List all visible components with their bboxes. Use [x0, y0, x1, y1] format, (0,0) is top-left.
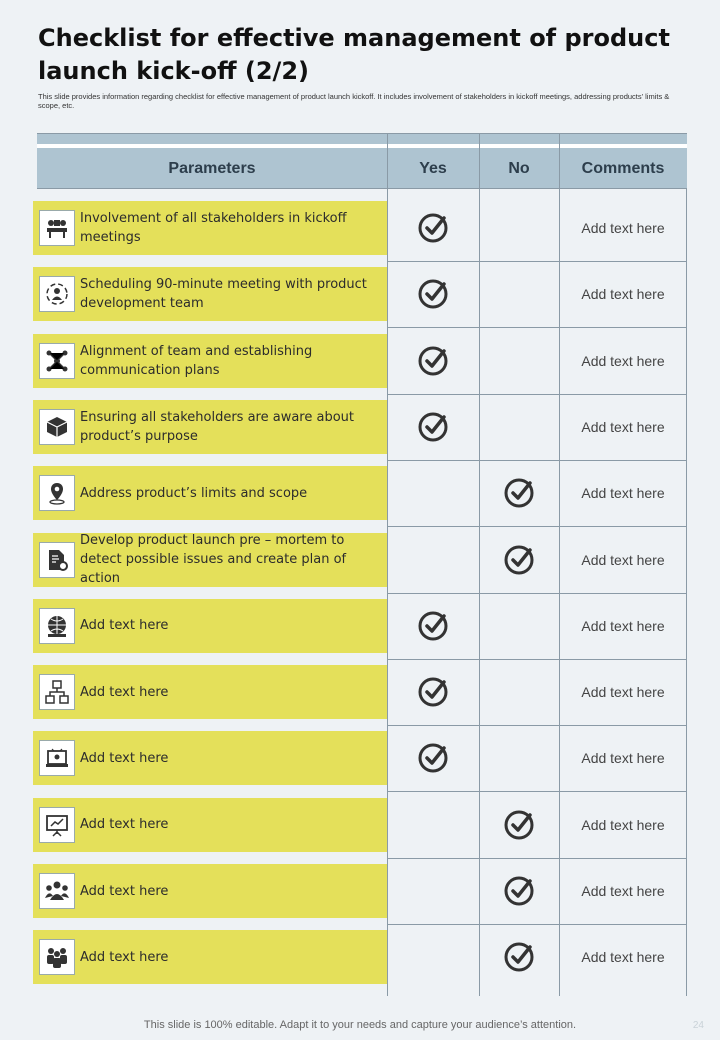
- parameter-cell: [33, 267, 387, 321]
- check-icon: [417, 610, 449, 642]
- parameter-label: Add text here: [80, 949, 169, 965]
- row-divider: [387, 526, 687, 527]
- comment-cell: Add text here: [581, 551, 665, 568]
- row-divider: [387, 924, 687, 925]
- parameter-cell: [33, 533, 387, 587]
- divider: [559, 134, 560, 190]
- header-no: No: [508, 159, 530, 177]
- comment-cell: Add text here: [581, 684, 665, 701]
- row-divider: [387, 460, 687, 461]
- parameter-label: Alignment of team and establishing communication plans: [80, 343, 313, 378]
- row-divider: [387, 327, 687, 328]
- check-icon: [417, 278, 449, 310]
- parameter-cell: [33, 466, 387, 520]
- laptop-icon: [39, 740, 75, 776]
- row-divider: [387, 791, 687, 792]
- parameter-cell: [33, 599, 387, 653]
- comment-cell: Add text here: [581, 418, 665, 435]
- header-parameters: Parameters: [168, 159, 256, 177]
- parameter-label: Add text here: [80, 883, 169, 899]
- parameter-label: Add text here: [80, 817, 169, 833]
- org-chart-icon: [39, 674, 75, 710]
- parameter-label: Scheduling 90-minute meeting with product development team: [80, 277, 367, 312]
- check-icon: [503, 544, 535, 576]
- comment-cell: Add text here: [581, 485, 665, 502]
- row-divider: [387, 394, 687, 395]
- column-divider-no: [479, 189, 480, 996]
- column-divider-comments: [559, 189, 560, 996]
- check-icon: [417, 345, 449, 377]
- parameter-cell: [33, 864, 387, 918]
- parameter-label: Add text here: [80, 684, 169, 700]
- check-icon: [503, 477, 535, 509]
- column-divider-right: [686, 189, 687, 996]
- column-divider-yes: [387, 189, 388, 996]
- comment-cell: Add text here: [581, 816, 665, 833]
- comment-cell: Add text here: [581, 286, 665, 303]
- parameter-label: Add text here: [80, 750, 169, 766]
- location-pin-icon: [39, 475, 75, 511]
- checklist-table: [37, 133, 687, 996]
- comment-cell: Add text here: [581, 883, 665, 899]
- parameter-cell: [33, 798, 387, 852]
- row-divider: [387, 659, 687, 660]
- comment-cell: Add text here: [581, 750, 665, 767]
- divider: [479, 134, 480, 190]
- page-title: Checklist for effective management of product launch kick-off (2/2): [38, 24, 670, 85]
- comment-cell: Add text here: [581, 352, 665, 369]
- page-number: 24: [692, 1020, 704, 1031]
- row-divider: [387, 725, 687, 726]
- globe-people-icon: [39, 608, 75, 644]
- parameter-cell: [33, 400, 387, 454]
- row-divider: [387, 261, 687, 262]
- comment-cell: Add text here: [581, 220, 665, 236]
- check-icon: [503, 941, 535, 973]
- divider: [387, 134, 388, 190]
- parameter-label: Address product’s limits and scope: [80, 485, 308, 501]
- team-icon: [39, 939, 75, 975]
- parameter-label: Ensuring all stakeholders are aware about product’s purpose: [80, 409, 354, 444]
- row-divider: [387, 593, 687, 594]
- parameter-cell: [33, 930, 387, 984]
- document-gear-icon: [39, 542, 75, 578]
- parameter-cell: [33, 665, 387, 719]
- check-icon: [417, 742, 449, 774]
- check-icon: [417, 411, 449, 443]
- header-comments: Comments: [581, 159, 665, 177]
- check-icon: [503, 875, 535, 907]
- parameter-label: Involvement of all stakeholders in kickoff meetings: [80, 211, 347, 245]
- presentation-icon: [39, 807, 75, 843]
- row-divider: [387, 858, 687, 859]
- comment-cell: Add text here: [581, 949, 665, 966]
- check-icon: [417, 212, 449, 244]
- parameter-label: Add text here: [80, 618, 169, 634]
- header-yes: Yes: [419, 159, 447, 177]
- parameter-cell: [33, 334, 387, 388]
- parameter-label: Develop product launch pre – mortem to detect possible issues and create plan of action: [80, 533, 347, 586]
- network-icon: [39, 343, 75, 379]
- table-header: [37, 133, 687, 189]
- page-subtitle: This slide provides information regarding checklist for effective management of product launch kickoff. It includes involvement of stakeholders in kickoff meetings, addressing products’ limits & scope, etc.: [38, 92, 670, 110]
- check-icon: [503, 809, 535, 841]
- comment-cell: Add text here: [581, 617, 665, 634]
- check-icon: [417, 676, 449, 708]
- footer-note: This slide is 100% editable. Adapt it to your needs and capture your audience’s attention.: [143, 1019, 577, 1031]
- group-icon: [39, 873, 75, 909]
- parameter-cell: [33, 201, 387, 255]
- parameter-cell: [33, 731, 387, 785]
- box-icon: [39, 409, 75, 445]
- meeting-icon: [39, 210, 75, 246]
- team-cycle-icon: [39, 276, 75, 312]
